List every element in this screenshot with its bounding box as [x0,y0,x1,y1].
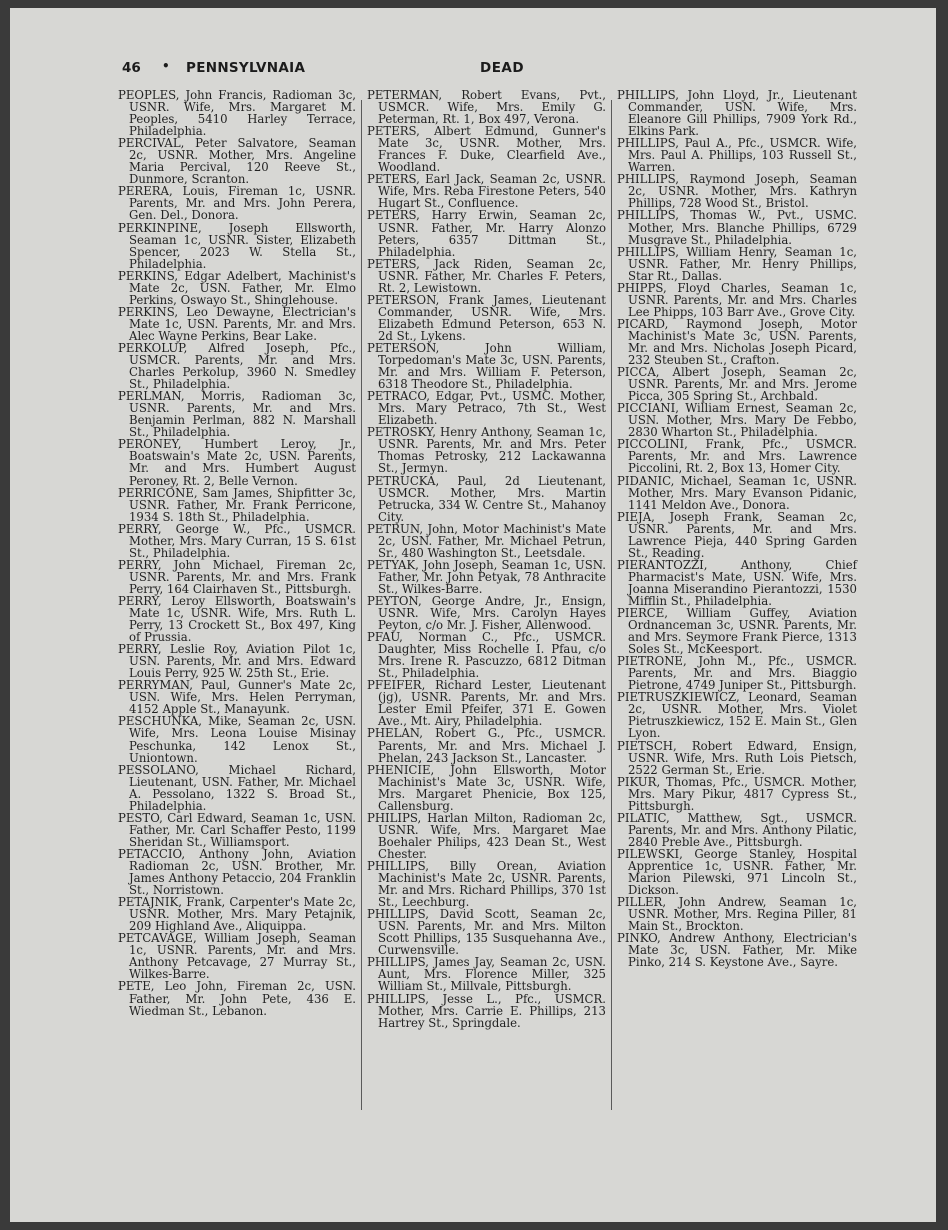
casualty-entry: PETE, Leo John, Fireman 2c, USN. Father, Mr. John Pete, 436 E. Wiedman St., Lebanon. [118,979,356,1018]
casualty-entry: PHILLIPS, Thomas W., Pvt., USMC. Mother, Mrs. Blanche Phillips, 6729 Musgrave St., Philadelphia. [617,208,857,247]
casualty-entry: PHILLIPS, Jesse L., Pfc., USMCR. Mother, Mrs. Carrie E. Phillips, 213 Hartrey St., Springdale. [367,991,606,1030]
bullet-separator: • [162,59,170,73]
casualty-entry: PIETRONE, John M., Pfc., USMCR. Parents, Mr. and Mrs. Biaggio Pietrone, 4749 Juniper St., Pittsburgh. [617,654,857,693]
casualty-entry: PETERS, Albert Edmund, Gunner's Mate 3c, USNR. Mother, Mrs. Frances F. Duke, Clearfield Ave., Woodland. [367,124,606,175]
casualty-entry: PHELAN, Robert G., Pfc., USMCR. Parents, Mr. and Mrs. Michael J. Phelan, 243 Jackson St., Lancaster. [367,726,606,765]
casualty-entry: PHILLIPS, John Lloyd, Jr., Lieutenant Commander, USN. Wife, Mrs. Eleanore Gill Phillips, 7909 York Rd., Elkins Park. [617,88,857,139]
casualty-entry: PETERS, Harry Erwin, Seaman 2c, USNR. Father, Mr. Harry Alonzo Peters, 6357 Dittman St., Philadelphia. [367,208,606,259]
page [10,8,936,1222]
casualty-entry: PFEIFER, Richard Lester, Lieutenant (jg), USNR. Parents, Mr. and Mrs. Lester Emil Pfeifer, 371 E. Gowen Ave., Mt. Airy, Philadelphia. [367,678,606,729]
casualty-entry: PERRY, John Michael, Fireman 2c, USNR. Parents, Mr. and Mrs. Frank Perry, 164 Clairhaven St., Pittsburgh. [118,557,356,596]
casualty-entry: PERERA, Louis, Fireman 1c, USNR. Parents, Mr. and Mrs. John Perera, Gen. Del., Donora. [118,184,356,223]
casualty-entry: PICCIANI, William Ernest, Seaman 2c, USN. Mother, Mrs. Mary De Febbo, 2830 Wharton St., Philadelphia. [617,401,857,440]
casualty-entry: PHILIPS, Harlan Milton, Radioman 2c, USNR. Wife, Mrs. Margaret Mae Boehaler Philips, 423 Dean St., West Chester. [367,810,606,861]
casualty-entry: PERONEY, Humbert Leroy, Jr., Boatswain's Mate 2c, USN. Parents, Mr. and Mrs. Humbert August Peroney, Rt. 2, Belle Vernon. [118,437,356,488]
casualty-entry: PETERMAN, Robert Evans, Pvt., USMCR. Wife, Mrs. Emily G. Peterman, Rt. 1, Box 497, Verona. [367,88,606,127]
casualty-entry: PETACCIO, Anthony John, Aviation Radioman 2c, USN. Brother, Mr. James Anthony Petaccio, 204 Franklin St., Norristown. [118,846,356,898]
casualty-entry: PESTO, Carl Edward, Seaman 1c, USN. Father, Mr. Carl Schaffer Pesto, 1199 Sheridan St., Williamsport. [118,810,356,849]
casualty-entry: PIEJA, Joseph Frank, Seaman 2c, USNR. Parents, Mr. and Mrs. Lawrence Pieja, 440 Spring Garden St., Reading. [617,509,857,560]
casualty-entry: PHILLIPS, James Jay, Seaman 2c, USN. Aunt, Mrs. Florence Miller, 325 William St., Millvale, Pittsburgh. [367,955,606,994]
casualty-entry: PIERANTOZZI, Anthony, Chief Pharmacist's Mate, USN. Wife, Mrs. Joanna Miserandino Pierantozzi, 1530 Mifflin St., Philadelphia. [617,557,857,608]
casualty-entry: PHILLIPS, William Henry, Seaman 1c, USNR. Father, Mr. Henry Phillips, Star Rt., Dallas. [617,244,857,283]
casualty-entry: PERKINS, Leo Dewayne, Electrician's Mate 1c, USN. Parents, Mr. and Mrs. Alec Wayne Perkins, Bear Lake. [118,304,356,343]
casualty-entry: PERRY, Leroy Ellsworth, Boatswain's Mate 1c, USNR. Wife, Mrs. Ruth L. Perry, 13 Crockett St., Box 497, King of Prussia. [118,593,356,645]
casualty-entry: PERRY, Leslie Roy, Aviation Pilot 1c, USN. Parents, Mr. and Mrs. Edward Louis Perry, 925 W. 25th St., Erie. [118,642,356,681]
casualty-entry: PETRUCKA, Paul, 2d Lieutenant, USMCR. Mother, Mrs. Martin Petrucka, 334 W. Centre St., Mahanoy City. [367,473,606,524]
casualty-entry: PERCIVAL, Peter Salvatore, Seaman 2c, USNR. Mother, Mrs. Angeline Maria Percival, 120 Reeve St., Dunmore, Scranton. [118,136,356,187]
section-title: DEAD [480,60,525,76]
column-1 [118,89,356,1017]
casualty-entry: PHILLIPS, Raymond Joseph, Seaman 2c, USNR. Mother, Mrs. Kathryn Phillips, 728 Wood St., Bristol. [617,172,857,211]
casualty-entry: PFAU, Norman C., Pfc., USMCR. Daughter, Miss Rochelle I. Pfau, c/o Mrs. Irene R. Pascuzzo, 6812 Ditman St., Philadelphia. [367,630,606,681]
column-3 [617,89,857,968]
casualty-entry: PERRY, George W., Pfc., USMCR. Mother, Mrs. Mary Curran, 15 S. 61st St., Philadelphia. [118,521,356,560]
casualty-entry: PETERSON, John William, Torpedoman's Mate 3c, USN. Parents, Mr. and Mrs. William F. Peterson, 6318 Theodore St., Philadelphia. [367,340,606,392]
casualty-entry: PILEWSKI, George Stanley, Hospital Apprentice 1c, USNR. Father, Mr. Marion Pilewski, 971 Lincoln St., Dickson. [617,846,857,898]
casualty-entry: PETCAVAGE, William Joseph, Seaman 1c, USNR. Parents, Mr. and Mrs. Anthony Petcavage, 27 Murray St., Wilkes-Barre. [118,931,356,982]
page-header [122,60,868,80]
casualty-entry: PERRICONE, Sam James, Shipfitter 3c, USNR. Father, Mr. Frank Perricone, 1934 S. 18th St., Philadelphia. [118,485,356,524]
casualty-entry: PEOPLES, John Francis, Radioman 3c, USNR. Wife, Mrs. Margaret M. Peoples, 5410 Harley Terrace, Philadelphia. [118,88,356,139]
column-2 [367,89,606,1029]
casualty-entry: PIERCE, William Guffey, Aviation Ordnanceman 3c, USNR. Parents, Mr. and Mrs. Seymore Frank Pierce, 1313 Soles St., McKeesport. [617,606,857,657]
casualty-entry: PERKINS, Edgar Adelbert, Machinist's Mate 2c, USN. Father, Mr. Elmo Perkins, Oswayo St., Shinglehouse. [118,268,356,307]
casualty-entry: PINKO, Andrew Anthony, Electrician's Mate 3c, USN. Father, Mr. Mike Pinko, 214 S. Keystone Ave., Sayre. [617,931,857,970]
casualty-entry: PETROSKY, Henry Anthony, Seaman 1c, USNR. Parents, Mr. and Mrs. Peter Thomas Petrosky, 212 Lackawanna St., Jermyn. [367,425,606,476]
page-number: 46 [122,60,141,76]
casualty-entry: PICARD, Raymond Joseph, Motor Machinist's Mate 3c, USN. Parents, Mr. and Mrs. Nicholas Joseph Picard, 232 Steuben St., Crafton. [617,316,857,368]
casualty-entry: PETRACO, Edgar, Pvt., USMC. Mother, Mrs. Mary Petraco, 7th St., West Elizabeth. [367,389,606,428]
state-title: PENNSYLVNAIA [186,60,306,76]
casualty-entry: PERRYMAN, Paul, Gunner's Mate 2c, USN. Wife, Mrs. Helen Perryman, 4152 Apple St., Manayunk. [118,678,356,717]
column-divider [611,100,612,1110]
casualty-entry: PERKOLUP, Alfred Joseph, Pfc., USMCR. Parents, Mr. and Mrs. Charles Perkolup, 3960 N. Smedley St., Philadelphia. [118,340,356,392]
casualty-entry: PICCA, Albert Joseph, Seaman 2c, USNR. Parents, Mr. and Mrs. Jerome Picca, 305 Spring St., Archbald. [617,365,857,404]
casualty-entry: PHIPPS, Floyd Charles, Seaman 1c, USNR. Parents, Mr. and Mrs. Charles Lee Phipps, 103 Barr Ave., Grove City. [617,280,857,319]
casualty-entry: PHENICIE, John Ellsworth, Motor Machinist's Mate 3c, USNR. Wife, Mrs. Margaret Phenicie, Box 125, Callensburg. [367,762,606,813]
casualty-entry: PILATIC, Matthew, Sgt., USMCR. Parents, Mr. and Mrs. Anthony Pilatic, 2840 Preble Ave., Pittsburgh. [617,810,857,849]
casualty-entry: PESCHUNKA, Mike, Seaman 2c, USN. Wife, Mrs. Leona Louise Misinay Peschunka, 142 Lenox St., Uniontown. [118,714,356,765]
casualty-entry: PETAJNIK, Frank, Carpenter's Mate 2c, USNR. Mother, Mrs. Mary Petajnik, 209 Highland Ave., Aliquippa. [118,895,356,934]
casualty-entry: PHILLIPS, Billy Orean, Aviation Machinist's Mate 2c, USNR. Parents, Mr. and Mrs. Richard Phillips, 370 1st St., Leechburg. [367,859,606,910]
casualty-entry: PETERS, Jack Riden, Seaman 2c, USNR. Father, Mr. Charles F. Peters, Rt. 2, Lewistown. [367,256,606,295]
casualty-entry: PETRUN, John, Motor Machinist's Mate 2c, USN. Father, Mr. Michael Petrun, Sr., 480 Washington St., Leetsdale. [367,521,606,560]
casualty-entry: PIETRUSZKIEWICZ, Leonard, Seaman 2c, USNR. Mother, Mrs. Violet Pietruszkiewicz, 152 E. Main St., Glen Lyon. [617,690,857,741]
casualty-entry: PETERS, Earl Jack, Seaman 2c, USNR. Wife, Mrs. Reba Firestone Peters, 540 Hugart St., Confluence. [367,172,606,211]
casualty-entry: PERLMAN, Morris, Radioman 3c, USNR. Parents, Mr. and Mrs. Benjamin Perlman, 882 N. Marshall St., Philadelphia. [118,389,356,440]
casualty-entry: PHILLIPS, David Scott, Seaman 2c, USN. Parents, Mr. and Mrs. Milton Scott Phillips, 135 Susquehanna Ave., Curwensville. [367,907,606,958]
casualty-entry: PIKUR, Thomas, Pfc., USMCR. Mother, Mrs. Mary Pikur, 4817 Cypress St., Pittsburgh. [617,774,857,813]
casualty-entry: PETERSON, Frank James, Lieutenant Commander, USNR. Wife, Mrs. Elizabeth Edmund Peterson, 653 N. 2d St., Lykens. [367,292,606,343]
casualty-entry: PETYAK, John Joseph, Seaman 1c, USN. Father, Mr. John Petyak, 78 Anthracite St., Wilkes-Barre. [367,557,606,596]
casualty-entry: PERKINPINE, Joseph Ellsworth, Seaman 1c, USNR. Sister, Elizabeth Spencer, 2023 W. Stella St., Philadelphia. [118,220,356,271]
casualty-entry: PICCOLINI, Frank, Pfc., USMCR. Parents, Mr. and Mrs. Lawrence Piccolini, Rt. 2, Box 13, Homer City. [617,437,857,476]
column-divider [361,100,362,1110]
casualty-entry: PHILLIPS, Paul A., Pfc., USMCR. Wife, Mrs. Paul A. Phillips, 103 Russell St., Warren. [617,136,857,175]
casualty-entry: PIETSCH, Robert Edward, Ensign, USNR. Wife, Mrs. Ruth Lois Pietsch, 2522 German St., Erie. [617,738,857,777]
casualty-entry: PIDANIC, Michael, Seaman 1c, USNR. Mother, Mrs. Mary Evanson Pidanic, 1141 Meldon Ave., Donora. [617,473,857,512]
casualty-entry: PESSOLANO, Michael Richard, Lieutenant, USN. Father, Mr. Michael A. Pessolano, 1322 S. Broad St., Philadelphia. [118,762,356,813]
casualty-entry: PEYTON, George Andre, Jr., Ensign, USNR. Wife, Mrs. Carolyn Hayes Peyton, c/o Mr. J. Fisher, Allenwood. [367,593,606,633]
casualty-entry: PILLER, John Andrew, Seaman 1c, USNR. Mother, Mrs. Regina Piller, 81 Main St., Brockton. [617,895,857,934]
